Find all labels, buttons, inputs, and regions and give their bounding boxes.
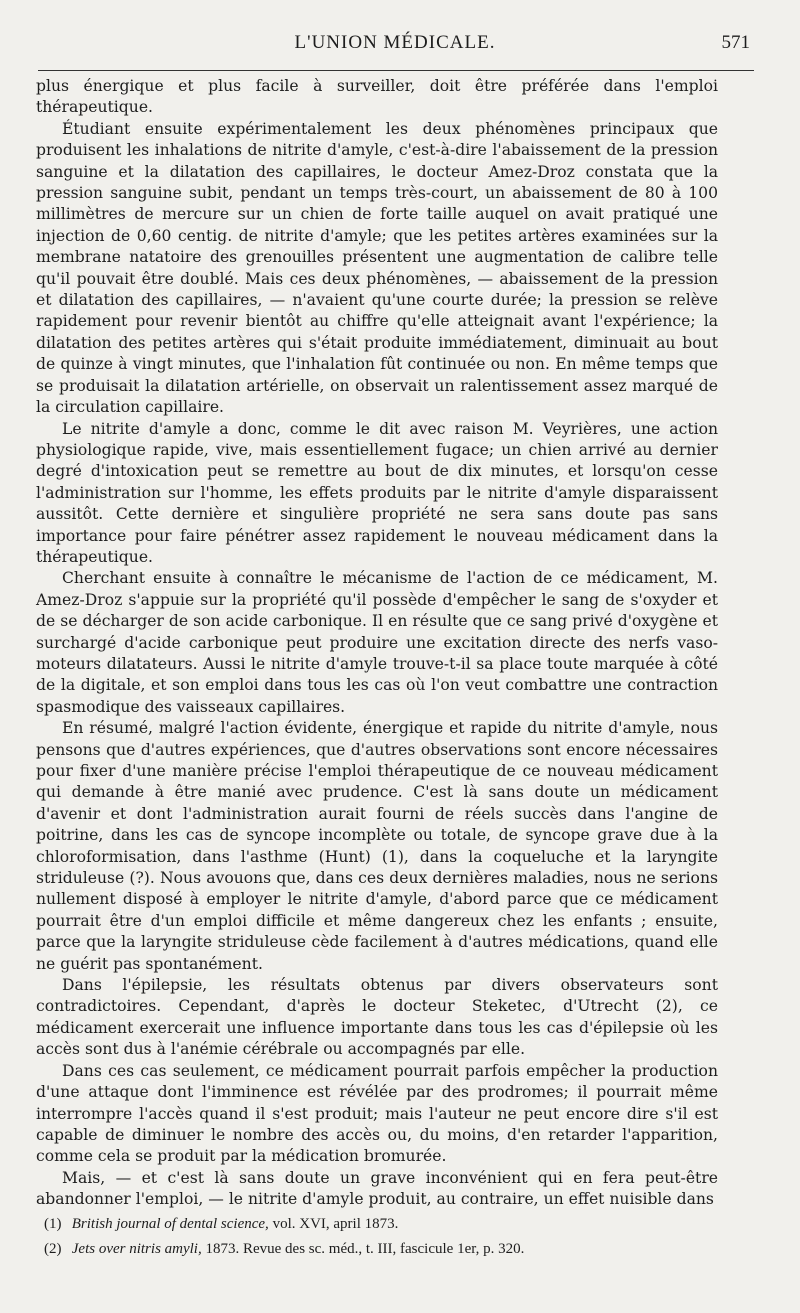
footnote-source-title: British journal of dental science, xyxy=(71,1216,269,1232)
paragraph: plus énergique et plus facile à surveiller, doit être préférée dans l'emploi thérapeutique. xyxy=(36,77,718,117)
header-rule xyxy=(38,70,754,71)
body-text xyxy=(36,76,718,1211)
paragraph: Cherchant ensuite à connaître le mécanisme de l'action de ce médicament, M. Amez-Droz s'appuie sur la propriété qu'il possède d'empêcher le sang de s'oxyder et de se décharger de son acide carbonique. Il en résulte que ce sang privé d'oxygène et surchargé d'acide carbonique peut produire une excitation directe des nerfs vaso-moteurs dilatateurs. Aussi le nitrite d'amyle trouve-t-il sa place toute marquée à côté de la digitale, et son emploi dans tous les cas où l'on veut combattre une contraction spasmodique des vaisseaux capillaires. xyxy=(36,569,718,716)
footnote-source-detail: 1873. Revue des sc. méd., t. III, fascicule 1er, p. 320. xyxy=(205,1241,525,1257)
paragraph: En résumé, malgré l'action évidente, énergique et rapide du nitrite d'amyle, nous pensons que d'autres expériences, que d'autres observations sont encore nécessaires pour fixer d'une manière précise l'emploi thérapeutique de ce nouveau médicament qui demande à être manié avec prudence. C'est là sans doute un médicament d'avenir et dont l'administration aurait fourni de réels succès dans l'angine de poitrine, dans les cas de syncope incomplète ou totale, de syncope grave due à la chloroformisation, dans l'asthme (Hunt) (1), dans la coqueluche et la laryngite striduleuse (?). Nous avouons que, dans ces deux dernières maladies, nous ne serions nullement disposé à employer le nitrite d'amyle, d'abord parce que ce médicament pourrait être d'un emploi difficile et même dangereux chez les enfants ; ensuite, parce que la laryngite striduleuse cède facilement à d'autres médications, quand elle ne guérit pas spontanément. xyxy=(36,719,718,973)
footnote xyxy=(44,1212,734,1237)
paragraph: Dans l'épilepsie, les résultats obtenus par divers observateurs sont contradictoires. Cependant, d'après le docteur Steketec, d'Utrecht (2), ce médicament exercerait une influence importante dans tous les cas d'épilepsie où les accès sont dus à l'anémie cérébrale ou accompagnés par elle. xyxy=(36,976,718,1059)
footnote-number: (1) xyxy=(44,1216,62,1232)
footnote-number: (2) xyxy=(44,1241,62,1257)
footnote-source-title: Jets over nitris amyli, xyxy=(71,1241,202,1257)
paragraph: Mais, — et c'est là sans doute un grave inconvénient qui en fera peut-être abandonner l'emploi, — le nitrite d'amyle produit, au contraire, un effet nuisible dans xyxy=(36,1168,718,1209)
footnote xyxy=(44,1237,734,1262)
footnote-source-detail: vol. XVI, april 1873. xyxy=(272,1216,399,1232)
paragraph: Le nitrite d'amyle a donc, comme le dit avec raison M. Veyrières, une action physiologique rapide, vive, mais essentiellement fugace; un chien arrivé au dernier degré d'intoxication peut se remettre au bout de dix minutes, et lorsqu'on cesse l'administration sur l'homme, les effets produits par le nitrite d'amyle disparaissent aussitôt. Cette dernière et singulière propriété ne sera sans doute pas sans importance pour faire pénétrer assez rapidement le nouveau médicament dans la thérapeutique. xyxy=(36,419,718,566)
page-number: 571 xyxy=(721,32,750,53)
paragraph: Étudiant ensuite expérimentalement les deux phénomènes principaux que produisent les inhalations de nitrite d'amyle, c'est-à-dire l'abaissement de la pression sanguine et la dilatation des capillaires, le docteur Amez-Droz constata que la pression sanguine subit, pendant un temps très-court, un abaissement de 80 à 100 millimètres de mercure sur un chien de forte taille auquel on avait pratiqué une injection de 0,60 centig. de nitrite d'amyle; que les petites artères examinées sur la membrane natatoire des grenouilles présentent une augmentation de calibre telle qu'il pouvait être doublé. Mais ces deux phénomènes, — abaissement de la pression et dilatation des capillaires, — n'avaient qu'une courte durée; la pression se relève rapidement pour revenir bientôt au chiffre qu'elle atteignait avant l'expérience; la dilatation des petites artères qui s'était produite immédiatement, diminuait au bout de quinze à vingt minutes, que l'inhalation fût continuée ou non. En même temps que se produisait la dilatation artérielle, on observait un ralentissement assez marqué de la circulation capillaire. xyxy=(36,119,718,417)
footnotes xyxy=(44,1212,734,1262)
running-head xyxy=(40,32,750,58)
journal-title: L'UNION MÉDICALE. xyxy=(294,32,496,53)
paragraph: Dans ces cas seulement, ce médicament pourrait parfois empêcher la production d'une attaque dont l'imminence est révélée par des prodromes; il pourrait même interrompre l'accès quand il s'est produit; mais l'auteur ne peut encore dire s'il est capable de diminuer le nombre des accès ou, du moins, d'en retarder l'apparition, comme cela se produit par la médication bromurée. xyxy=(36,1061,718,1166)
